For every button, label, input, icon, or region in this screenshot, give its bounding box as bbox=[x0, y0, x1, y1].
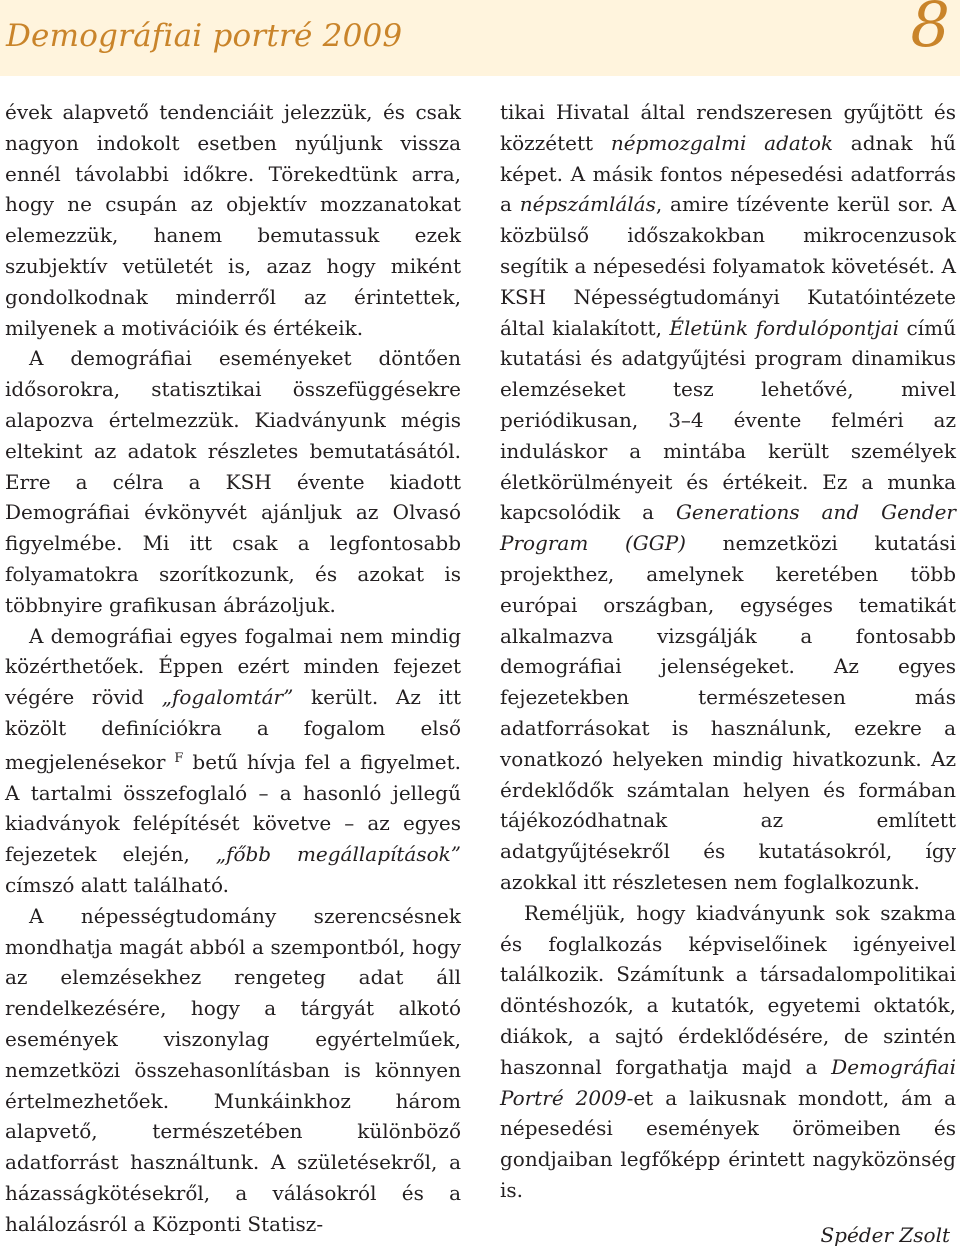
term-census: népszámlálás bbox=[519, 192, 656, 217]
text-run: címszó alatt található. bbox=[5, 872, 230, 897]
publication-title: Demográfiai Portré 2009 bbox=[500, 1054, 956, 1110]
footnote-marker: F bbox=[174, 750, 184, 766]
paragraph-data-sources: A népességtudomány szerencsésnek mondhatja magát abból a szempontból, hogy az elemzésekhez rengeteg adat áll rendelkezésére, hogy a tárgyát alkotó események viszonylag egyértelműek, nemzetközi összehasonlításban is könnyen értelmezhetőek. Munkáinkhoz három alapvető, természetében különböző adatforrást használtunk. A születésekről, a házasságkötésekről, a válásokról és a halálozásról a Központi Statisz- bbox=[5, 903, 461, 1236]
key-findings-term: „főbb megállapítások” bbox=[215, 842, 461, 867]
paragraph-intro: évek alapvető tendenciáit jelezzük, és csak nagyon indokolt esetben nyúljunk vissza ennél távolabbi időkre. Törekedtünk arra, hogy ne csupán az objektív mozzanatokat elemezzük, hanem bemutassuk ezek szubjektív vetületét is, azaz hogy miként gondolkodnak minderről az érintettek, milyenek a motivációik és értékeik. bbox=[5, 100, 461, 340]
text-run: adnak hű képet. A másik fontos népesedési adatforrás a bbox=[500, 130, 956, 217]
paragraph-sources-continued bbox=[500, 97, 956, 898]
page-header bbox=[0, 0, 960, 76]
author-signature: Spéder Zsolt bbox=[820, 1222, 950, 1247]
term-ggp: Generations and Gender Program (GGP) bbox=[500, 500, 956, 556]
glossary-term: „fogalomtár” bbox=[161, 685, 294, 710]
paragraph-glossary bbox=[5, 621, 461, 901]
left-column bbox=[5, 97, 461, 1239]
paragraph-time-series: A demográfiai eseményeket döntően idősorokra, statisztikai összefüggésekre alapozva értelmezzük. Kiadványunk mégis eltekint az adatok részletes bemutatásától. Erre a célra a KSH évente kiadott Demográfiai évkönyvét ajánljuk az Olvasó figyelmébe. Mi itt csak a legfontosabb folyamatokra szorítkozunk, és azokat is többnyire grafikusan ábrázoljuk. bbox=[5, 346, 461, 617]
text-run: került. Az itt közölt definíciókra a fogalom első megjelenésekor bbox=[5, 685, 462, 774]
text-run: betű hívja fel a figyelmet. A tartalmi összefoglaló – a hasonló jellegű kiadványok felépítését követve – az egyes fejezetek elején, bbox=[5, 749, 461, 867]
paragraph-closing bbox=[500, 898, 956, 1206]
running-title: Demográfiai portré 2009 bbox=[6, 18, 403, 54]
term-vital-statistics: népmozgalmi adatok bbox=[610, 130, 833, 155]
text-run: Reméljük, hogy kiadványunk sok szakma és foglalkozás képviselőinek igényeivel találkozik. Számítunk a társadalompolitikai döntéshozók, a kutatók, egyetemi oktatók, diákok, a sajtó érdeklődésére, de szintén haszonnal forgathatja majd a bbox=[500, 900, 956, 1079]
text-run: -et a laikusnak mondott, ám a népesedési események örömeiben és gondjaiban legfőképp érintett nagyközönség is. bbox=[500, 1085, 956, 1202]
term-turning-points: Életünk fordulópontjai bbox=[669, 315, 900, 340]
page-number: 8 bbox=[910, 0, 950, 61]
text-run: nemzetközi kutatási projekthez, amelynek keretében több európai országban, egységes tematikát alkalmazva vizsgálják a fontosabb demográfiai jelenségeket. Az egyes fejezetekben természetesen más adatforrásokat is használunk, ezekre a vonatkozó helyeken mindig hivatkozunk. Az érdeklődők számtalan helyen és formában tájékozódhatnak az említett adatgyűjtésekről és kutatásokról, így azokkal itt részletesen nem foglalkozunk. bbox=[500, 531, 957, 894]
right-column bbox=[500, 97, 956, 1250]
text-run: A demográfiai egyes fogalmai nem mindig közérthetőek. Éppen ezért minden fejezet végére rövid bbox=[5, 623, 461, 710]
text-run: című kutatási és adatgyűjtési program dinamikus elemzéseket tesz lehetővé, mivel periódikusan, 3–4 évente felméri az induláskor a mintába került személyek életkörülményeit és értékeit. Ez a munka kapcsolódik a bbox=[500, 315, 956, 525]
text-run: tikai Hivatal által rendszeresen gyűjtött és közzétett bbox=[500, 100, 956, 155]
text-run: , amire tízévente kerül sor. A közbülső időszakokban mikrocenzusok segítik a népesedési folyamatok követését. A KSH Népességtudományi Kutatóintézete által kialakított, bbox=[500, 192, 956, 340]
